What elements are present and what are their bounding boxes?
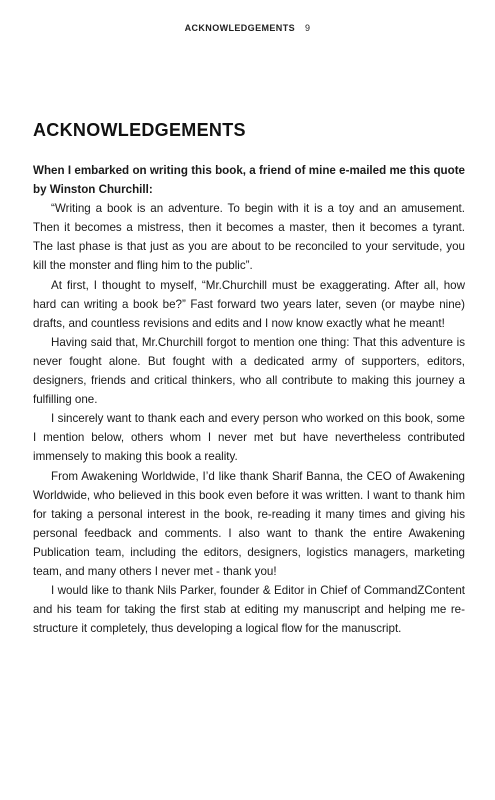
running-header [0,23,495,33]
page-number: 9 [305,23,311,33]
paragraph-thank-everyone: I sincerely want to thank each and every person who worked on this book, some I mention below, others whom I never met but have nevertheless contributed immensely to making this book a reality. [33,412,465,464]
paragraph-never-alone: Having said that, Mr.Churchill forgot to mention one thing: That this adventure is never fought alone. But fought with a dedicated army of supporters, editors, designers, friends and critical thinkers, who all contribute to making this journey a fulfilling one. [33,335,465,407]
paragraph-first-thought: At first, I thought to myself, “Mr.Churchill must be exaggerating. After all, how hard can writing a book be?” Fast forward two years later, seven (or maybe nine) drafts, and countless revisions and edits and I now know exactly what he meant! [33,278,465,330]
churchill-quote-paragraph: “Writing a book is an adventure. To begin with it is a toy and an amusement. Then it becomes a mistress, then it becomes a master, then it becomes a tyrant. The last phase is that just as you are about to be reconciled to your servitude, you kill the monster and fling him to the public”. [33,202,465,273]
chapter-title: ACKNOWLEDGEMENTS [33,120,246,140]
paragraph-awakening-worldwide: From Awakening Worldwide, I’d like thank Sharif Banna, the CEO of Awakening Worldwide, who believed in this book even before it was written. I want to thank him for taking a personal interest in the book, re-reading it many times and giving his personal feedback and comments. I also want to thank the entire Awakening Publication team, including the editors, designers, logistics managers, marketing team, and many others I never met - thank you! [33,469,465,578]
body-text [33,161,465,638]
intro-paragraph: When I embarked on writing this book, a friend of mine e-mailed me this quote by Winston Churchill: [33,164,465,197]
running-title: ACKNOWLEDGEMENTS [184,23,295,33]
paragraph-nils-parker: I would like to thank Nils Parker, founder & Editor in Chief of CommandZContent and his team for taking the first stab at editing my manuscript and helping me re-structure it completely, thus developing a logical flow for the manuscript. [33,584,465,636]
